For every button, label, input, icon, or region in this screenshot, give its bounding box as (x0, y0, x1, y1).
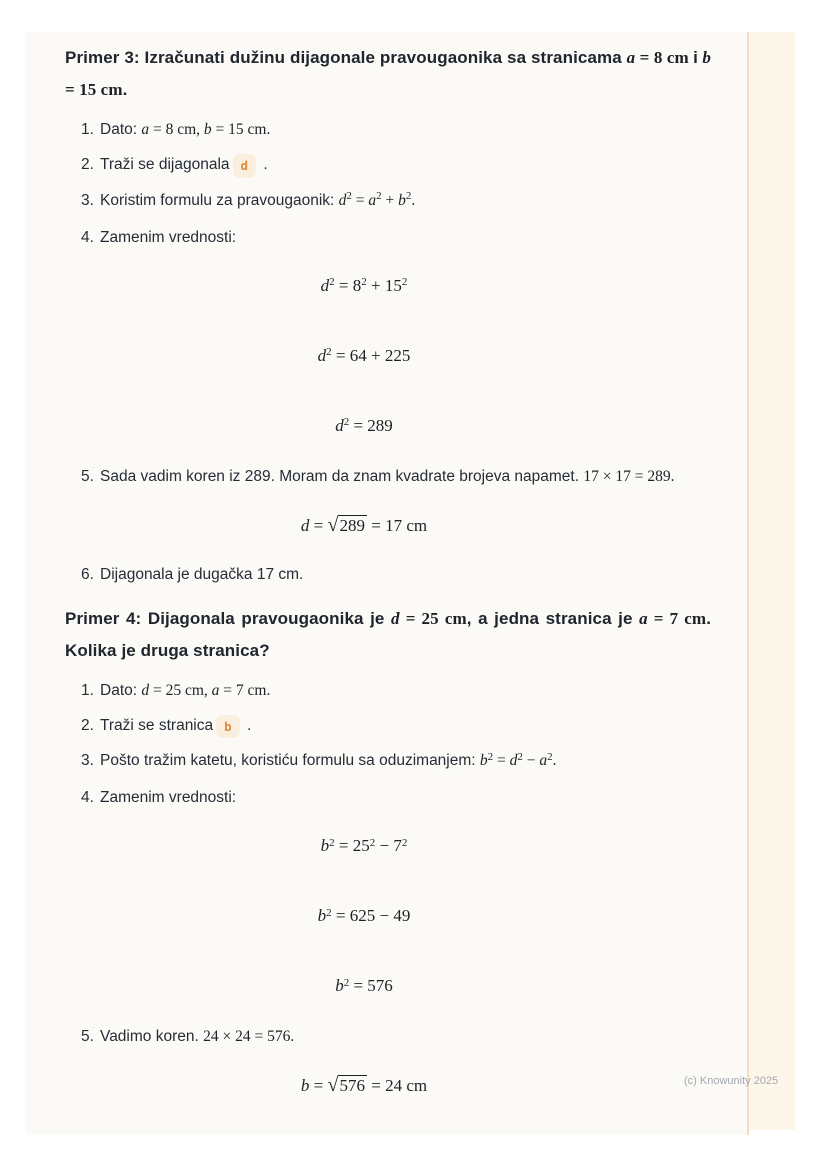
equation (65, 415, 711, 439)
math-exponent: 2 (361, 276, 367, 288)
math-run: = 17 cm (367, 515, 428, 535)
step-number: 4. (81, 789, 94, 806)
text-run: Koristim formulu za pravougaonik: (100, 191, 339, 209)
step-number: 6. (81, 565, 94, 583)
step-number: 5. (81, 1028, 94, 1045)
math-variable: b (203, 121, 212, 138)
math-variable: a (539, 752, 548, 769)
equation (65, 275, 711, 299)
sqrt-expression (327, 1076, 367, 1095)
math-exponent: 2 (343, 976, 350, 989)
math-variable: b (702, 48, 711, 67)
math-run: = 289 (349, 415, 393, 435)
radicand: 289 (339, 515, 365, 535)
math-exponent: 2 (326, 346, 332, 358)
text-run: Zamenim vrednosti: (100, 228, 237, 246)
math-variable: d (338, 191, 347, 209)
math-variable: a (626, 48, 636, 67)
radical-sign-icon: √ (327, 513, 339, 536)
text-run: . (259, 156, 268, 173)
solution-step (65, 118, 711, 141)
math-exponent: 2 (517, 750, 523, 763)
text-run: Traži se dijagonala (100, 156, 230, 173)
text-run: Pošto tražim katetu, koristiću formulu sa oduzimanjem: (100, 752, 480, 769)
text-run: Dijagonala je dugačka 17 cm. (100, 565, 304, 583)
step-number: 4. (81, 228, 94, 246)
math-run: = 25 cm (399, 608, 467, 628)
math-variable: a (211, 681, 220, 699)
step-number: 2. (81, 716, 94, 734)
math-variable: b (317, 906, 327, 925)
math-exponent: 2 (401, 836, 408, 849)
math-variable: d (320, 275, 330, 295)
solution-step (65, 714, 711, 738)
math-run: = 576 (349, 976, 393, 995)
math-variable: b (398, 191, 406, 209)
math-run: = 8 (334, 275, 362, 295)
solution-step (65, 749, 711, 774)
math-exponent: 2 (343, 416, 350, 428)
math-run: = (493, 752, 510, 769)
math-run: 24 × 24 = 576. (203, 1028, 295, 1045)
math-run: = 7 cm (647, 608, 707, 628)
solution-step (65, 189, 711, 214)
math-variable: d (141, 681, 150, 699)
math-run: = 24 cm (367, 1076, 428, 1095)
step-number: 1. (81, 121, 94, 138)
math-run: = (351, 191, 369, 209)
math-run: − 7 (375, 836, 402, 855)
math-exponent: 2 (547, 750, 553, 763)
math-variable: a (639, 608, 648, 628)
math-run: = 8 cm (635, 48, 694, 67)
solution-step (65, 786, 711, 809)
math-variable: d (335, 415, 344, 435)
math-run: = 25 (334, 836, 370, 855)
math-exponent: 2 (487, 750, 494, 763)
math-variable: b (300, 1076, 310, 1095)
math-run: + 15 (366, 275, 402, 295)
step-number: 1. (81, 681, 94, 699)
step-number: 3. (81, 752, 94, 769)
math-exponent: 2 (346, 190, 352, 202)
solution-step (65, 153, 711, 177)
math-run: = (309, 515, 328, 535)
equation (65, 975, 711, 999)
example-heading (65, 42, 711, 106)
solution-step (65, 1025, 711, 1048)
solution-step (65, 465, 711, 488)
math-run: = 8 cm, (149, 121, 204, 138)
math-variable: d (300, 515, 310, 535)
text-run: Traži se stranica (100, 716, 214, 734)
text-run: Dato: (100, 681, 142, 699)
lesson-content (25, 32, 747, 1097)
math-variable: d (509, 752, 518, 769)
equation (65, 835, 711, 859)
math-run: = 15 cm. (211, 121, 271, 138)
radicand: 576 (339, 1076, 365, 1095)
math-exponent: 2 (329, 836, 335, 849)
math-run: + (381, 191, 399, 209)
solution-step (65, 679, 711, 702)
math-exponent: 2 (376, 190, 382, 202)
math-variable: a (368, 191, 377, 209)
step-number: 2. (81, 156, 94, 173)
text-run: Zamenim vrednosti: (100, 789, 237, 806)
math-variable: d (391, 608, 400, 628)
equation (65, 345, 711, 369)
math-variable: b (320, 836, 330, 855)
math-variable: b (479, 752, 488, 769)
math-exponent: 2 (405, 190, 412, 202)
text-run: Sada vadim koren iz 289. Moram da znam kvadrate brojeva napamet. (100, 467, 584, 485)
math-run: = 15 cm (65, 80, 123, 99)
bold-text-run: Primer 3: Izračunati dužinu dijagonale pravougaonika sa stranicama (65, 48, 627, 67)
math-run: = 625 − 49 (331, 906, 411, 925)
math-run: − (522, 752, 540, 769)
text-run: Dato: (100, 121, 142, 138)
math-exponent: 2 (401, 276, 408, 288)
text-run: Vadimo koren. (100, 1028, 204, 1045)
math-exponent: 2 (326, 906, 332, 919)
equation (65, 905, 711, 929)
step-number: 5. (81, 467, 94, 485)
bold-text-run: , a jedna stranica je (466, 608, 640, 628)
step-number: 3. (81, 191, 94, 209)
solution-step (65, 563, 711, 586)
bold-text-run: i (693, 48, 698, 67)
solution-step (65, 226, 711, 249)
math-run: . (552, 752, 557, 769)
math-exponent: 2 (369, 836, 376, 849)
text-run: . (242, 716, 252, 734)
bold-text-run: . Kolika je druga stranica? (65, 608, 712, 660)
math-variable: d (317, 345, 327, 365)
math-run: . (411, 191, 416, 209)
math-run: 17 × 17 = 289. (583, 467, 675, 485)
example-heading (65, 603, 711, 667)
copyright-watermark: (c) Knowunity 2025 (684, 1075, 779, 1087)
radical-sign-icon: √ (327, 1074, 339, 1096)
math-run: = (309, 1076, 328, 1095)
equation (65, 1074, 711, 1097)
variable-chip: d (233, 154, 257, 178)
bold-text-run: Primer 4: Dijagonala pravougaonika je (65, 608, 392, 628)
math-run: = 25 cm, (149, 681, 212, 699)
sqrt-expression (327, 513, 367, 536)
bold-text-run: . (122, 80, 128, 99)
variable-chip: b (216, 715, 240, 739)
math-exponent: 2 (329, 276, 335, 288)
math-variable: a (141, 121, 150, 138)
equation (65, 514, 711, 537)
math-run: = 64 + 225 (331, 345, 411, 365)
document-page (25, 32, 749, 1135)
math-run: = 7 cm. (219, 681, 271, 699)
math-variable: b (335, 976, 344, 995)
